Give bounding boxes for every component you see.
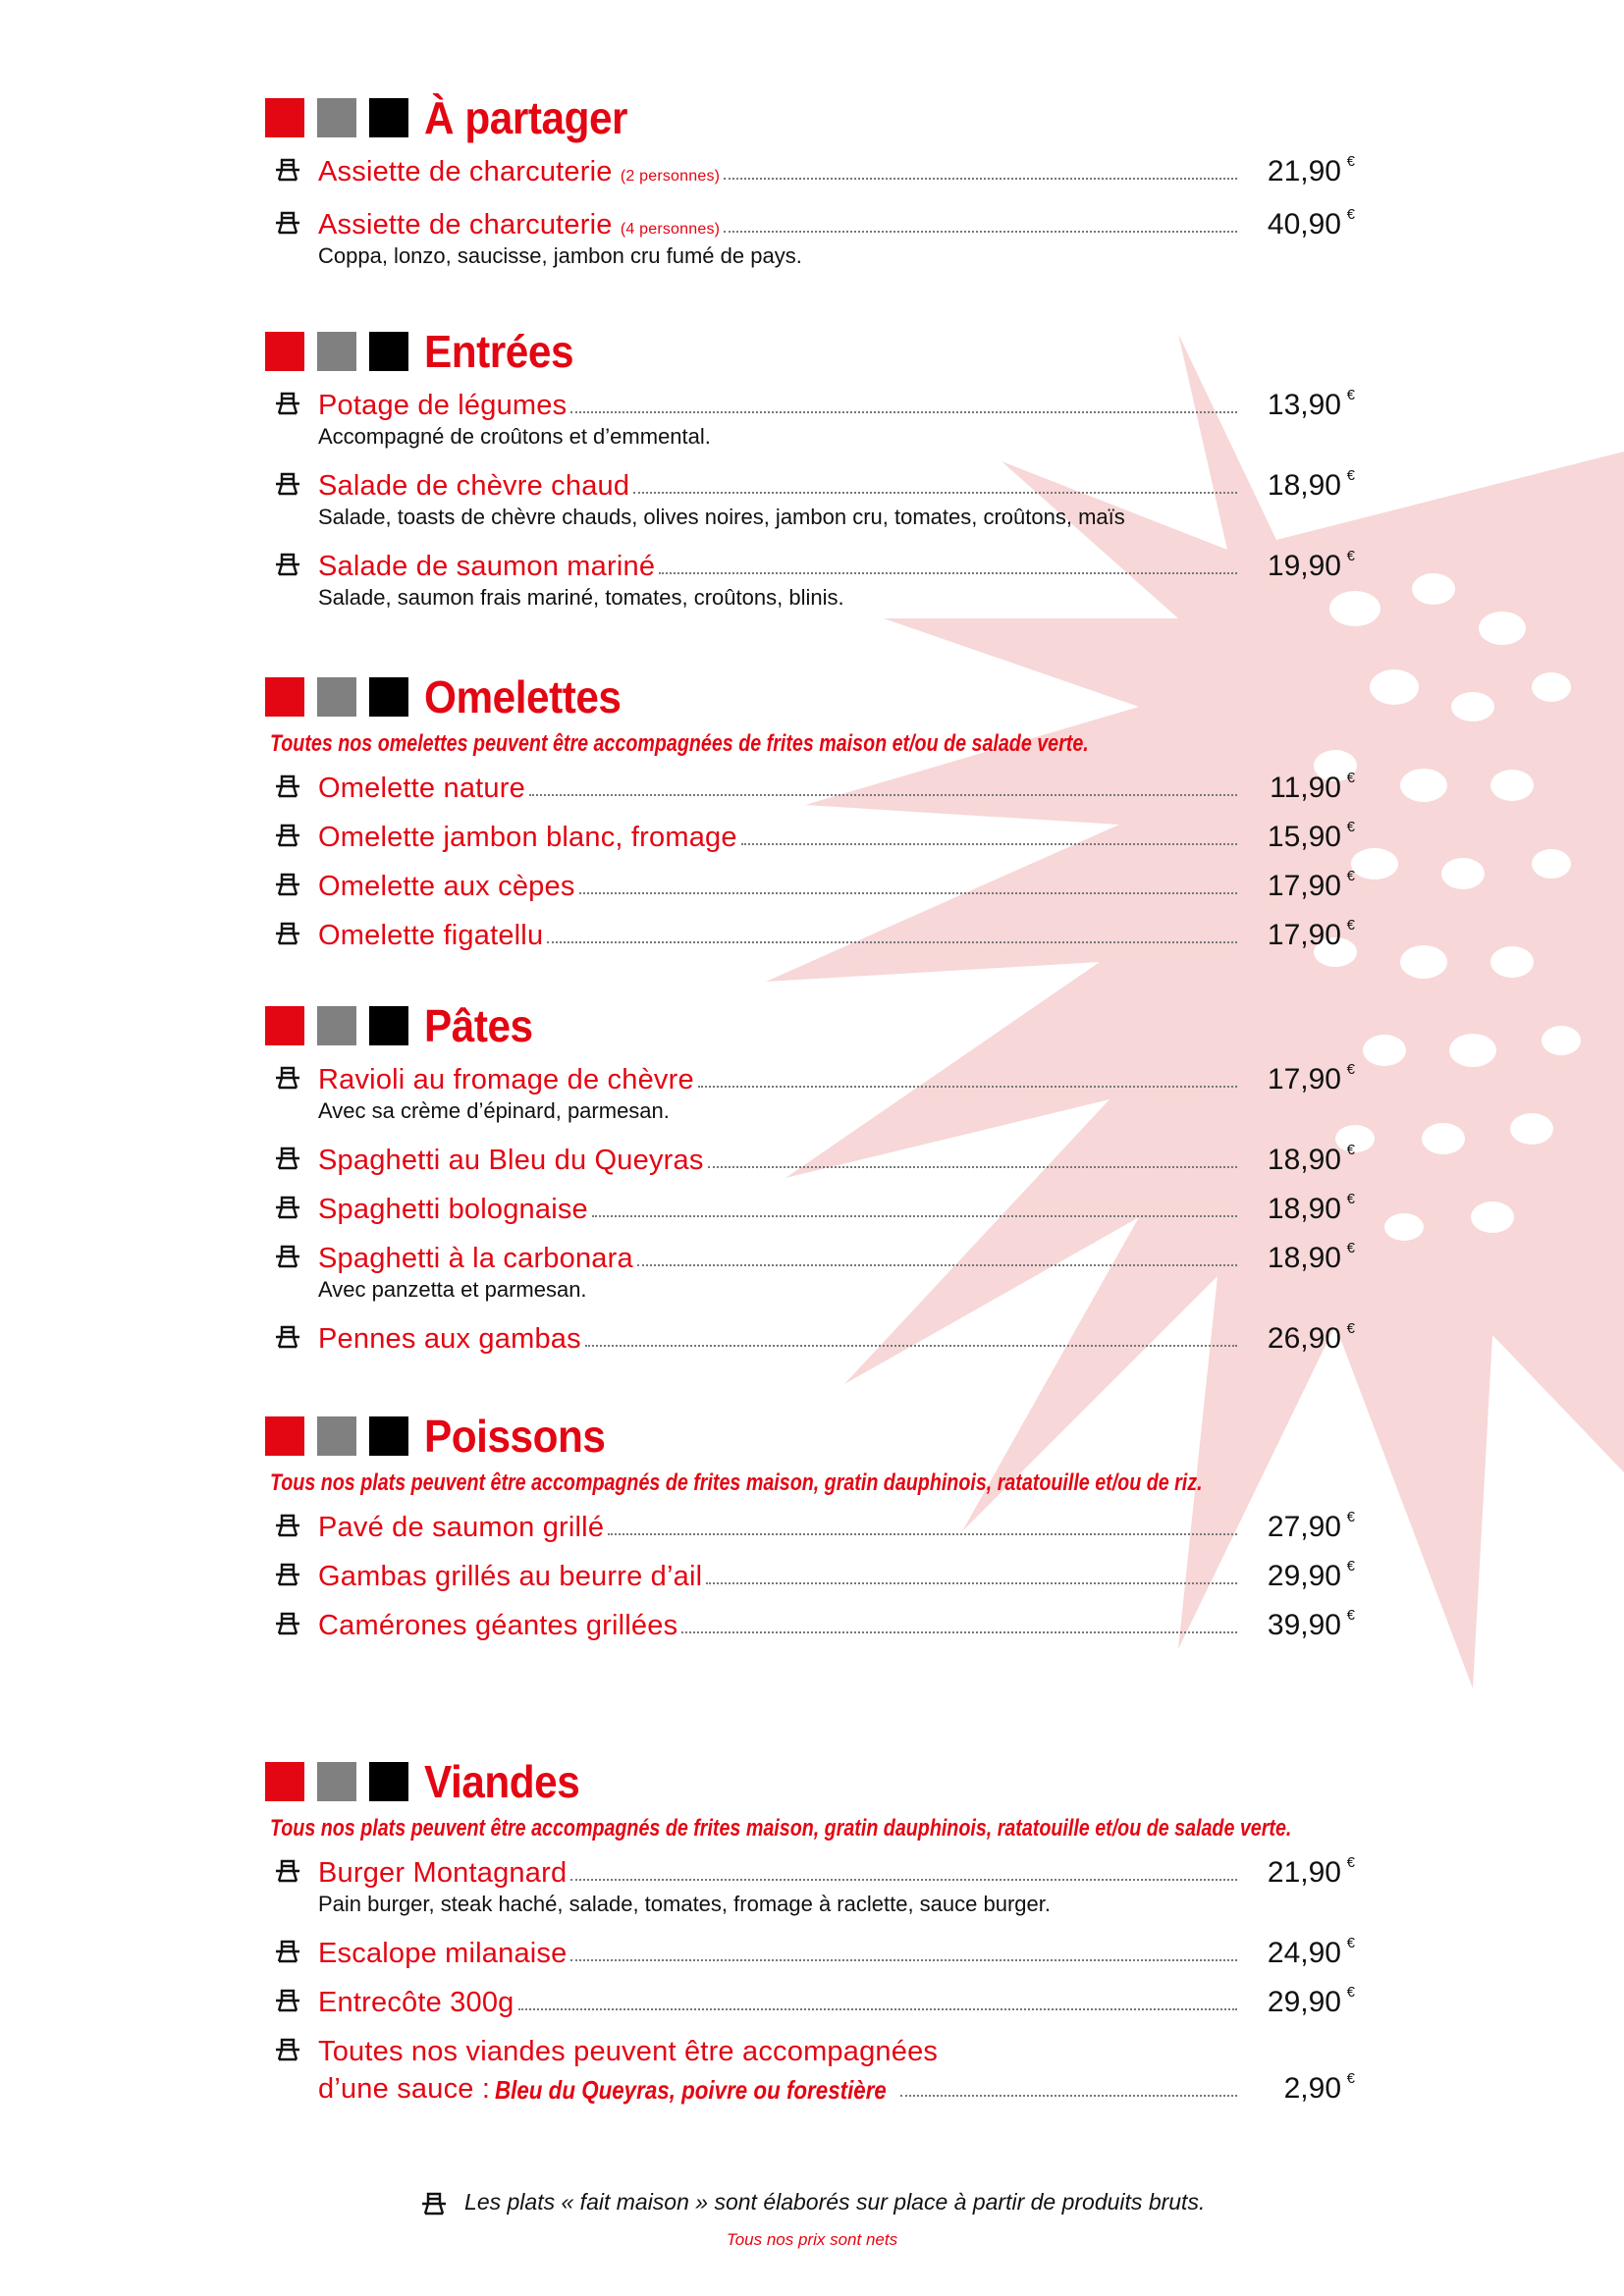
black-square-icon <box>369 332 408 371</box>
item-price: 29,90 € <box>1267 1558 1355 1592</box>
item-name: Spaghetti au Bleu du Queyras <box>318 1145 704 1176</box>
item-description: Coppa, lonzo, saucisse, jambon cru fumé de pays. <box>318 243 802 268</box>
section-poissons <box>265 1407 1355 1654</box>
footer-main-text: Les plats « fait maison » sont élaborés sur place à partir de produits bruts. <box>464 2189 1206 2215</box>
fait-maison-icon <box>273 1513 302 1538</box>
item-price: 2,90 € <box>1283 2070 1355 2105</box>
item-description: Salade, toasts de chèvre chauds, olives noires, jambon cru, tomates, croûtons, maïs <box>318 505 1125 529</box>
sauce-options: Bleu du Queyras, poivre ou forestière <box>494 2075 887 2105</box>
menu-item <box>265 768 1355 805</box>
section-header <box>265 1407 1355 1466</box>
dot-leader <box>900 2095 1237 2097</box>
grey-square-icon <box>317 1006 356 1045</box>
grey-square-icon <box>317 98 356 137</box>
section-a-partager <box>265 88 1355 285</box>
footer-note <box>0 2189 1624 2216</box>
dot-leader <box>585 1345 1237 1347</box>
fait-maison-icon <box>419 2191 449 2216</box>
red-square-icon <box>265 98 304 137</box>
menu-item <box>265 1852 1355 1917</box>
red-square-icon <box>265 1416 304 1456</box>
item-price: 18,90 € <box>1267 1142 1355 1176</box>
section-pates <box>265 996 1355 1371</box>
section-header <box>265 1752 1355 1811</box>
grey-square-icon <box>317 332 356 371</box>
menu-item <box>265 385 1355 450</box>
menu-item <box>265 915 1355 952</box>
red-square-icon <box>265 332 304 371</box>
fait-maison-icon <box>273 1988 302 2013</box>
dot-leader <box>708 1166 1237 1168</box>
item-name: Escalope milanaise <box>318 1938 568 1969</box>
black-square-icon <box>369 1006 408 1045</box>
section-header <box>265 996 1355 1055</box>
dot-leader <box>570 1959 1237 1961</box>
fait-maison-icon <box>273 210 302 236</box>
item-description: Salade, saumon frais mariné, tomates, croûtons, blinis. <box>318 585 844 610</box>
grey-square-icon <box>317 677 356 717</box>
section-omelettes <box>265 667 1355 964</box>
dot-leader <box>706 1582 1237 1584</box>
black-square-icon <box>369 1762 408 1801</box>
red-square-icon <box>265 677 304 717</box>
fait-maison-icon <box>273 1562 302 1587</box>
dot-leader <box>518 2008 1238 2010</box>
black-square-icon <box>369 677 408 717</box>
item-price: 18,90 € <box>1267 1240 1355 1274</box>
fait-maison-icon <box>273 1858 302 1884</box>
item-name: Ravioli au fromage de chèvre <box>318 1064 694 1095</box>
menu-item <box>265 1556 1355 1593</box>
menu-item <box>265 1140 1355 1177</box>
item-price: 17,90 € <box>1267 917 1355 951</box>
fait-maison-icon <box>273 2037 302 2062</box>
item-name: Assiette de charcuterie (2 personnes) <box>318 156 721 187</box>
fait-maison-icon <box>273 552 302 577</box>
item-name: Salade de saumon mariné <box>318 551 656 582</box>
item-price: 26,90 € <box>1267 1320 1355 1355</box>
menu-item <box>265 1238 1355 1303</box>
item-price: 18,90 € <box>1267 1191 1355 1225</box>
item-price: 24,90 € <box>1267 1935 1355 1969</box>
section-header <box>265 667 1355 726</box>
item-name: Camérones géantes grillées <box>318 1610 678 1641</box>
red-square-icon <box>265 1006 304 1045</box>
fait-maison-icon <box>273 823 302 848</box>
item-price: 21,90 € <box>1267 1854 1355 1889</box>
dot-leader <box>724 178 1237 180</box>
dot-leader <box>633 492 1237 494</box>
section-note: Toutes nos omelettes peuvent être accompagnées de frites maison et/ou de salade verte. <box>270 730 1089 757</box>
item-description: Accompagné de croûtons et d’emmental. <box>318 424 711 449</box>
item-price: 39,90 € <box>1267 1607 1355 1641</box>
menu-item <box>265 465 1355 530</box>
dot-leader <box>570 411 1237 413</box>
item-name: Entrecôte 300g <box>318 1987 514 2018</box>
item-price: 11,90 € <box>1270 770 1355 804</box>
item-description: Avec sa crème d’épinard, parmesan. <box>318 1098 670 1123</box>
section-title: Omelettes <box>424 671 622 722</box>
item-price: 17,90 € <box>1267 1061 1355 1095</box>
section-entrees <box>265 322 1355 626</box>
item-name: Burger Montagnard <box>318 1857 568 1889</box>
section-viandes <box>265 1752 1355 2121</box>
item-name: Assiette de charcuterie (4 personnes) <box>318 209 721 240</box>
dot-leader <box>659 572 1237 574</box>
fait-maison-icon <box>273 872 302 897</box>
dot-leader <box>637 1264 1237 1266</box>
fait-maison-icon <box>273 1065 302 1091</box>
item-name: Spaghetti bolognaise <box>318 1194 588 1225</box>
fait-maison-icon <box>273 471 302 497</box>
dot-leader <box>592 1215 1237 1217</box>
dot-leader <box>724 231 1237 233</box>
fait-maison-icon <box>273 1611 302 1636</box>
item-name: Omelette jambon blanc, fromage <box>318 822 737 853</box>
item-name: Pavé de saumon grillé <box>318 1512 605 1543</box>
section-header <box>265 88 1355 147</box>
fait-maison-icon <box>273 774 302 799</box>
section-title: Viandes <box>424 1756 580 1807</box>
footer-prices-note: Tous nos prix sont nets <box>726 2230 898 2249</box>
item-price: 15,90 € <box>1267 819 1355 853</box>
section-title: Pâtes <box>424 1000 533 1051</box>
grey-square-icon <box>317 1416 356 1456</box>
item-price: 40,90 € <box>1267 206 1355 240</box>
item-name: Spaghetti à la carbonara <box>318 1243 633 1274</box>
grey-square-icon <box>317 1762 356 1801</box>
menu-item <box>265 1318 1355 1356</box>
sauce-prefix: d’une sauce : <box>318 2073 491 2105</box>
item-price: 13,90 € <box>1267 387 1355 421</box>
menu-item <box>265 1189 1355 1226</box>
item-name: Pennes aux gambas <box>318 1323 581 1355</box>
dot-leader <box>547 941 1237 943</box>
dot-leader <box>608 1533 1237 1535</box>
section-note: Tous nos plats peuvent être accompagnés de frites maison, gratin dauphinois, ratatouille et/ou de salade verte. <box>270 1815 1292 1842</box>
section-title: Entrées <box>424 326 574 377</box>
section-title: À partager <box>424 92 628 143</box>
dot-leader <box>529 794 1237 796</box>
menu-item <box>265 1982 1355 2019</box>
fait-maison-icon <box>273 1244 302 1269</box>
fait-maison-icon <box>273 1939 302 1964</box>
item-price: 29,90 € <box>1267 1984 1355 2018</box>
fait-maison-icon <box>273 391 302 416</box>
section-title: Poissons <box>424 1411 606 1462</box>
menu-item <box>265 866 1355 903</box>
fait-maison-icon <box>273 921 302 946</box>
item-name: Omelette figatellu <box>318 920 544 951</box>
menu-item <box>265 1507 1355 1544</box>
section-header <box>265 322 1355 381</box>
item-name: Gambas grillés au beurre d’ail <box>318 1561 703 1592</box>
fait-maison-icon <box>273 1324 302 1350</box>
item-name: Potage de légumes <box>318 390 568 421</box>
dot-leader <box>741 843 1237 845</box>
dot-leader <box>570 1879 1237 1881</box>
menu-item <box>265 1933 1355 1970</box>
menu-item <box>265 817 1355 854</box>
item-name: Omelette nature <box>318 773 525 804</box>
section-note: Tous nos plats peuvent être accompagnés de frites maison, gratin dauphinois, ratatouille et/ou de riz. <box>270 1469 1203 1496</box>
menu-item <box>265 1059 1355 1124</box>
black-square-icon <box>369 1416 408 1456</box>
red-square-icon <box>265 1762 304 1801</box>
menu-item <box>265 204 1355 269</box>
item-name: Omelette aux cèpes <box>318 871 575 902</box>
dot-leader <box>579 892 1237 894</box>
item-name: Salade de chèvre chaud <box>318 470 630 502</box>
item-price: 17,90 € <box>1267 868 1355 902</box>
item-price: 21,90 € <box>1267 153 1355 187</box>
dot-leader <box>681 1631 1237 1633</box>
sauce-line-1: Toutes nos viandes peuvent être accompagnées <box>318 2036 939 2067</box>
item-price: 18,90 € <box>1267 467 1355 502</box>
item-price: 27,90 € <box>1267 1509 1355 1543</box>
fait-maison-icon <box>273 1146 302 1171</box>
fait-maison-icon <box>273 157 302 183</box>
item-description: Avec panzetta et parmesan. <box>318 1277 587 1302</box>
item-description: Pain burger, steak haché, salade, tomates, fromage à raclette, sauce burger. <box>318 1892 1051 1916</box>
menu-item <box>265 546 1355 611</box>
menu-item <box>265 1605 1355 1642</box>
fait-maison-icon <box>273 1195 302 1220</box>
item-price: 19,90 € <box>1267 548 1355 582</box>
dot-leader <box>698 1086 1237 1088</box>
menu-item <box>265 151 1355 188</box>
sauce-item <box>265 2031 1355 2106</box>
black-square-icon <box>369 98 408 137</box>
